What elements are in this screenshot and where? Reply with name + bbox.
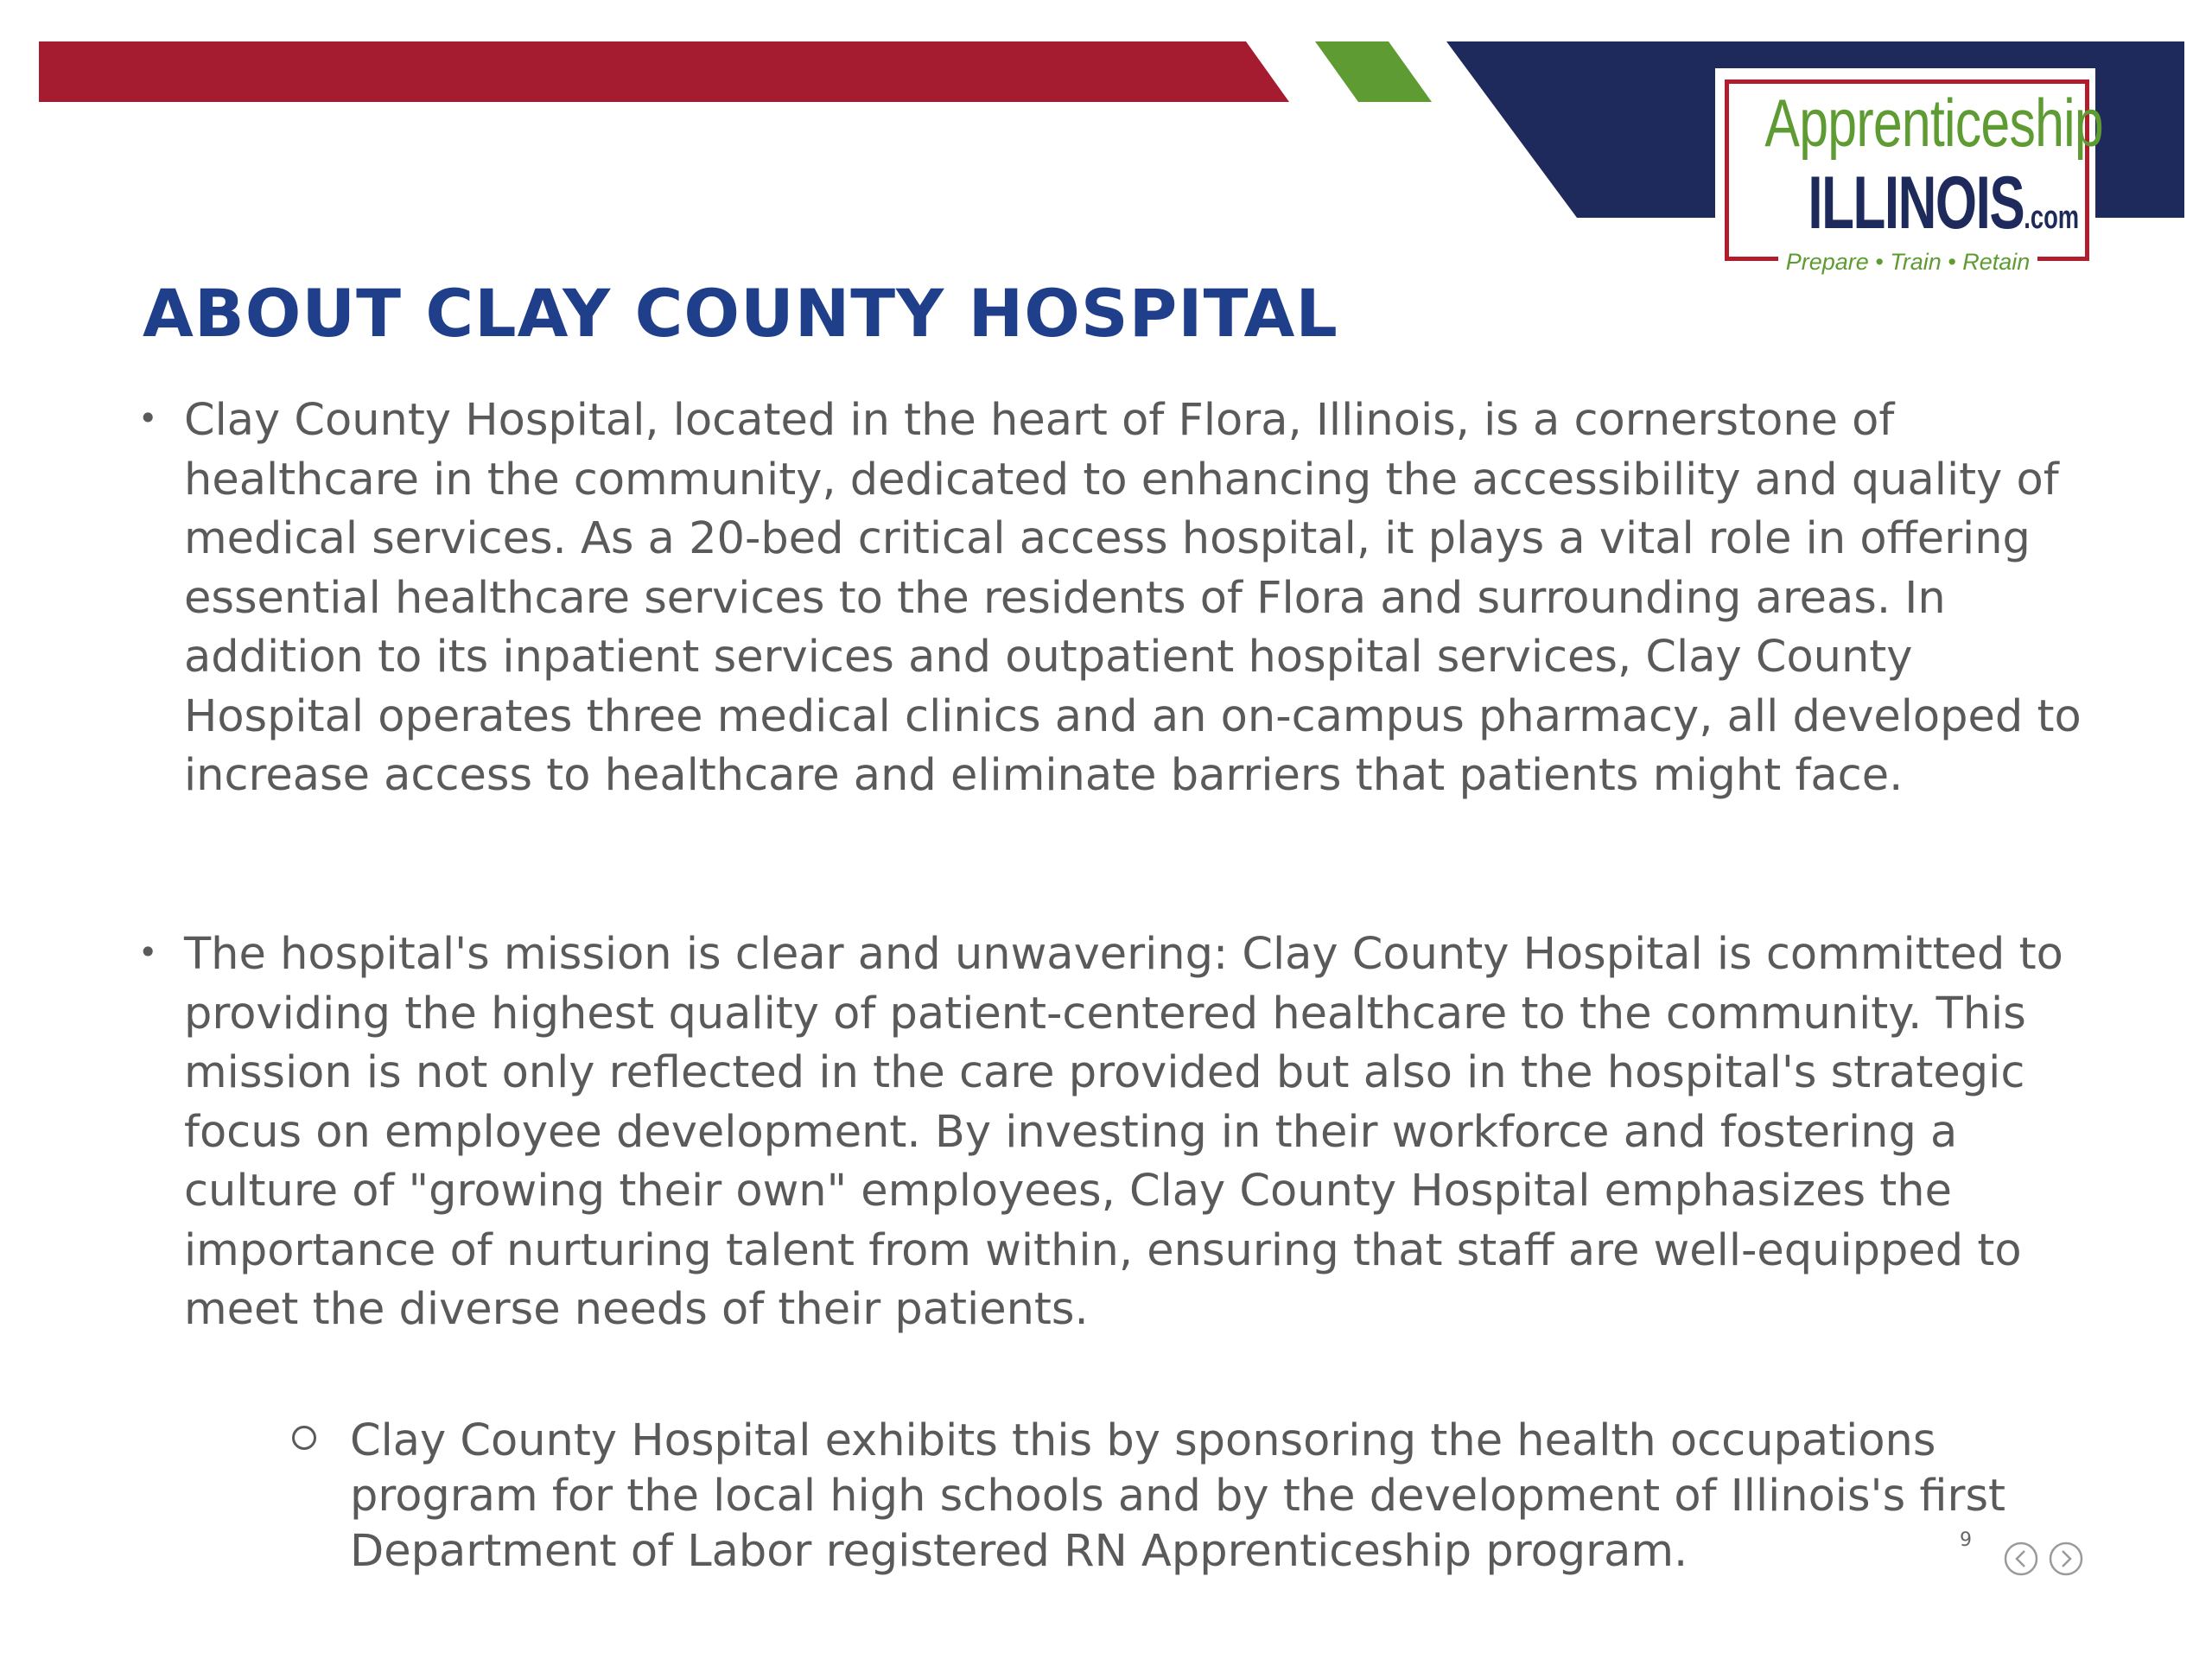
logo-tagline: Prepare • Train • Retain	[1778, 248, 2037, 276]
logo-apprenticeship-text: Apprenticeship	[1764, 85, 2103, 161]
banner-green-stripe	[1315, 41, 1432, 102]
banner-red-stripe	[39, 41, 1289, 102]
bullet-paragraph-mission: The hospital's mission is clear and unwavering: Clay County Hospital is committed to providing the highest quality of patient-centered healthcare to the community. This mission is not only reflected in the care provided but also in the hospital's strategic focus on employee development. By investing in their workforce and fostering a culture of "growing their own" employees, Clay County Hospital emphasizes the importance of nurturing talent from within, ensuring that staff are well-equipped to meet the diverse needs of their patients.	[184, 929, 2063, 1335]
sub-bullet-marker	[292, 1426, 316, 1450]
chevron-left-circle-icon[interactable]	[2003, 1541, 2039, 1577]
chevron-right-circle-icon[interactable]	[2048, 1541, 2084, 1577]
logo-domain: .com	[2024, 200, 2080, 236]
bullet-paragraph-about: Clay County Hospital, located in the heart of Flora, Illinois, is a cornerstone of healthcare in the community, dedicated to enhancing the accessibility and quality of medical services. As a 20-bed critical access hospital, it plays a vital role in offering essential healthcare services to the residents of Flora and surrounding areas. In addition to its inpatient services and outpatient hospital services, Clay County Hospital operates three medical clinics and an on-campus pharmacy, all developed to increase access to healthcare and eliminate barriers that patients might face.	[184, 395, 2082, 801]
bullet-marker: •	[138, 933, 158, 971]
logo-state: ILLINOIS	[1808, 162, 2024, 245]
logo-illinois-text	[1808, 162, 2080, 245]
page-number: 9	[1960, 1529, 1972, 1551]
sub-bullet-paragraph: Clay County Hospital exhibits this by sponsoring the health occupations program for the local high schools and by the development of Illinois's first Department of Labor registered RN Apprenticeship program.	[350, 1415, 2006, 1577]
page-title: ABOUT CLAY COUNTY HOSPITAL	[143, 275, 1338, 352]
bullet-marker: •	[138, 399, 158, 437]
